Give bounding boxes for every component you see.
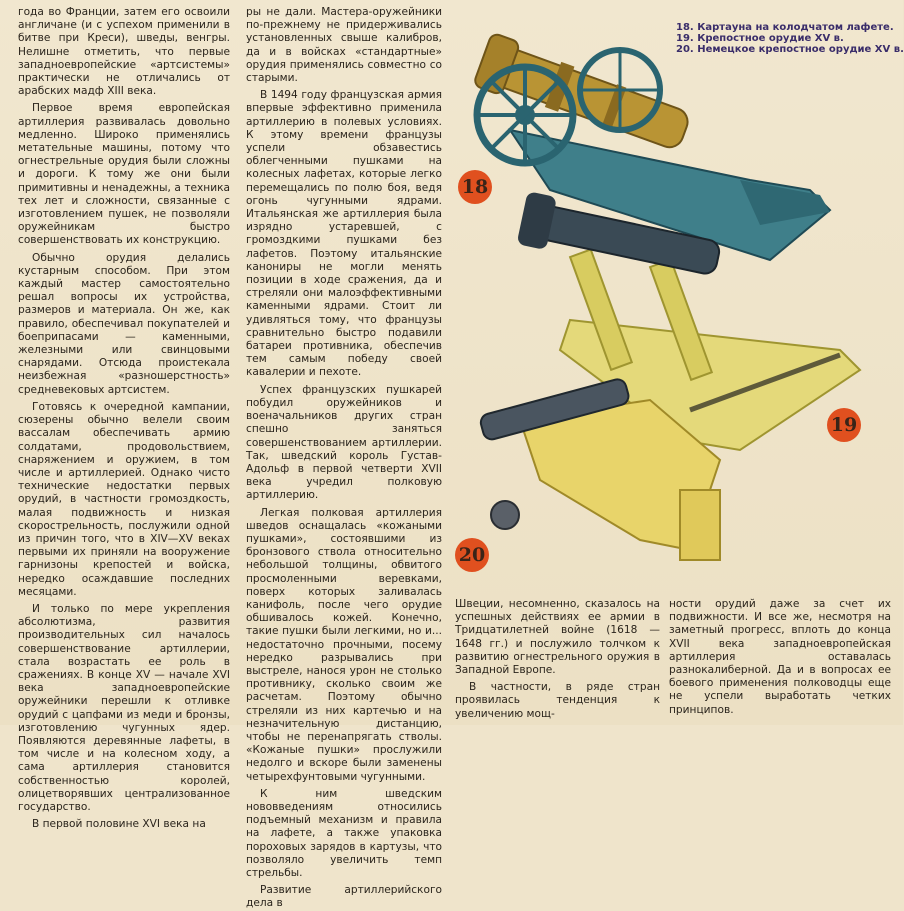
paragraph: Развитие артиллерийского дела в xyxy=(246,884,442,910)
paragraph: В первой половине XVI века на xyxy=(32,818,206,831)
paragraph: ности орудий даже за счет их подвижности. И все же, несмотря на заметный прогресс, вплоть до конца XVII века западноевропейская артиллерия оставалась разнокалиберной. Да и в вопросах ее боевого применения полководцы еще не успели выработать четких принципов. xyxy=(669,598,891,716)
paragraph: К ним шведским нововведениям относились подъемный механизм и правила на лафете, а также упаковка пороховых зарядов в картузы, что позволяло увеличить темп стрельбы. xyxy=(246,787,442,879)
text-column-3b xyxy=(669,598,891,722)
paragraph: Готовясь к очередной кампании, сюзерены обычно велели своим вассалам обеспечивать армию солдатами, продовольствием, снаряжением и оружием, в том числе и артиллерией. Однако чисто технические недостатки первых орудий, в частности громоздкость, малая подвижность и низкая скорострельность, послужили одной из причин того, что в XIV—XV веках первыми их приняли на вооружение гарнизоны крепостей и войска, нередко осаждавшие последних месяцами. xyxy=(18,400,230,598)
text-column-1 xyxy=(18,6,230,831)
caption-19: 19. Крепостное орудие XV в. xyxy=(676,33,844,44)
paragraph: Успех французских пушкарей побудил оружейников и военачальников других стран спешно заняться совершенствованием артиллерии. Так, шведский король Густав-Адольф в первой четверти XVII века учредил полковую артиллерию. xyxy=(246,383,442,502)
paragraph: В 1494 году французская армия впервые эффективно применила артиллерию в полевых условиях. К этому времени французы успели обзавестись облегченными пушками на колесных лафетах, которые легко перемещались по полю боя, ведя огонь чугунными ядрами. Итальянская же артиллерия была изрядно устаревшей, с громоздкими пушками без лафетов. Поэтому итальянские канониры не могли менять позиции в ходе сражения, да и стреляли они малоэффективными каменными ядрами. Стоит ли удивляться тому, что французы сравнительно быстро подавили батареи противника, обеспечив тем самым победу своей кавалерии и пехоте. xyxy=(246,89,442,379)
paragraph: В частности, в ряде стран проявилась тенденция к увеличению мощ- xyxy=(455,681,660,720)
paragraph: года во Франции, затем его освоили англичане (и с успехом применили в битве при Креси), шведы, венгры. Нелишне отметить, что первые западноевропейские «артсистемы» практически не отличались от арабских мадф XIII века. xyxy=(18,6,230,98)
figure-number-18: 18 xyxy=(458,170,492,204)
cannon-illustrations xyxy=(440,20,902,595)
paragraph: И только по мере укрепления абсолютизма, развития производительных сил началось совершенствование артиллерии, стала возрастать ее роль в сражениях. В конце XV — начале XVI века западноевропейские оружейники перешли к отливке орудий с цапфами из меди и бронзы, изготовлению чугунных ядер. Появляются деревянные лафеты, в том числе и на колесном ходу, а сама артиллерия становится собственностью королей, олицетворявших централизованное государство. xyxy=(18,602,230,813)
caption-20: 20. Немецкое крепостное орудие XV в. xyxy=(676,44,904,55)
caption-18: 18. Картауна на колодчатом лафете. xyxy=(676,22,894,33)
figure-number-19: 19 xyxy=(827,408,861,442)
paragraph: Швеции, несомненно, сказалось на успешных действиях ее армии в Тридцатилетней войне (1618 — 1648 гг.) и послужило толчком к развитию огнестрельного оружия в Западной Европе. xyxy=(455,598,660,677)
text-column-2 xyxy=(246,6,442,910)
text-column-3a xyxy=(455,598,660,722)
paragraph: ры не дали. Мастера-оружейники по-прежнему не придерживались установленных свыше калибров, да и в войсках «стандартные» орудия применялись совместно со старыми. xyxy=(246,6,442,85)
paragraph: Первое время европейская артиллерия развивалась довольно медленно. Широко применялись метательные машины, потому что огнестрельные орудия были сложны и дороги. К тому же они были примитивны и ненадежны, а техника тех лет и сложности, связанные с изготовлением пушек, не позволяли оружейникам быстро совершенствовать их конструкцию. xyxy=(18,102,230,247)
paragraph: Обычно орудия делались кустарным способом. При этом каждый мастер самостоятельно решал вопросы их устройства, размеров и материала. Он же, как правило, обеспечивал покупателей и боеприпасами — каменными, железными или свинцовыми снарядами. Отсюда проистекала неизбежная «разношерстность» средневековых артсистем. xyxy=(18,251,230,396)
paragraph: Легкая полковая артиллерия шведов оснащалась «кожаными пушками», состоявшими из бронзового ствола относительно небольшой толщины, обвитого просмоленными веревками, поверх которых заливалась канифоль, после чего орудие обшивалось кожей. Конечно, такие пушки были легкими, но и... недостаточно прочными, посему нередко разрывались при выстреле, нанося урон не столько противнику, сколько своим же расчетам. Поэтому обычно стреляли из них картечью и на незначительную дистанцию, чтобы не перенапрягать стволы. «Кожаные пушки» прослужили недолго и вскоре были заменены четырехфунтовыми чугунными. xyxy=(246,506,442,783)
figure-number-20: 20 xyxy=(455,538,489,572)
